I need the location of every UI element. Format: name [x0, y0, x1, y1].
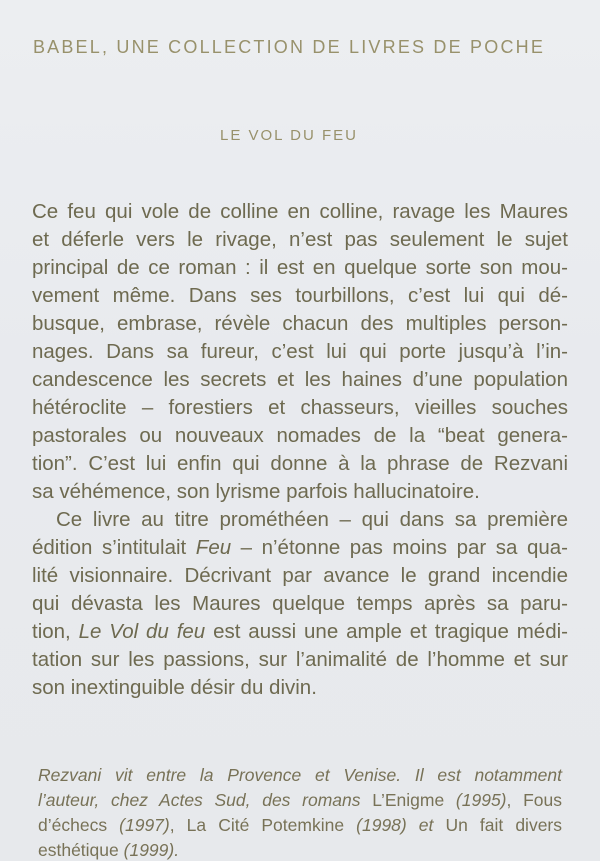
- text-line: édition s’intitulait Feu – n’étonne pas moins par sa qua-: [32, 536, 568, 559]
- text-line: tion”. C’est lui enfin qui donne à la phrase de Rezvani: [32, 452, 568, 475]
- paragraph: [32, 198, 568, 506]
- text-line: nages. Dans sa fureur, c’est lui qui porte jusqu’à l’in-: [32, 340, 568, 363]
- book-title: LE VOL DU FEU: [220, 127, 358, 144]
- text-line: Ce livre au titre prométhéen – qui dans sa première: [56, 508, 568, 531]
- text-line: et déferle vers le rivage, n’est pas seulement le sujet: [32, 228, 568, 251]
- text-line: vement même. Dans ses tourbillons, c’est lui qui dé-: [32, 284, 568, 307]
- text-line: qui dévasta les Maures quelque temps après sa paru-: [32, 592, 568, 615]
- text-line: hétéroclite – forestiers et chasseurs, vieilles souches: [32, 396, 568, 419]
- text-line: busque, embrase, révèle chacun des multiples person-: [32, 312, 568, 335]
- text-line: d’échecs (1997), La Cité Potemkine (1998) et Un fait divers: [38, 815, 562, 835]
- paragraph: [32, 506, 568, 702]
- text-line: sa véhémence, son lyrisme parfois hallucinatoire.: [32, 480, 480, 503]
- text-line: l’auteur, chez Actes Sud, des romans L’Enigme (1995), Fous: [38, 790, 562, 810]
- text-line: principal de ce roman : il est en quelque sorte son mou-: [32, 256, 568, 279]
- text-line: Rezvani vit entre la Provence et Venise. Il est notamment: [38, 765, 562, 785]
- text-line: esthétique (1999).: [38, 840, 180, 860]
- text-line: son inextinguible désir du divin.: [32, 676, 317, 699]
- text-line: pastorales ou nouveaux nomades de la “beat genera-: [32, 424, 568, 447]
- collection-header: BABEL, UNE COLLECTION DE LIVRES DE POCHE: [32, 37, 546, 57]
- text-line: tion, Le Vol du feu est aussi une ample et tragique médi-: [32, 620, 568, 643]
- text-line: Ce feu qui vole de colline en colline, ravage les Maures: [32, 200, 568, 223]
- text-line: candescence les secrets et les haines d’une population: [32, 368, 568, 391]
- author-bio: [38, 763, 562, 861]
- paragraph: [38, 763, 562, 861]
- text-line: tation sur les passions, sur l’animalité de l’homme et sur: [32, 648, 568, 671]
- synopsis-text: [32, 198, 568, 702]
- text-line: lité visionnaire. Décrivant par avance le grand incendie: [32, 564, 568, 587]
